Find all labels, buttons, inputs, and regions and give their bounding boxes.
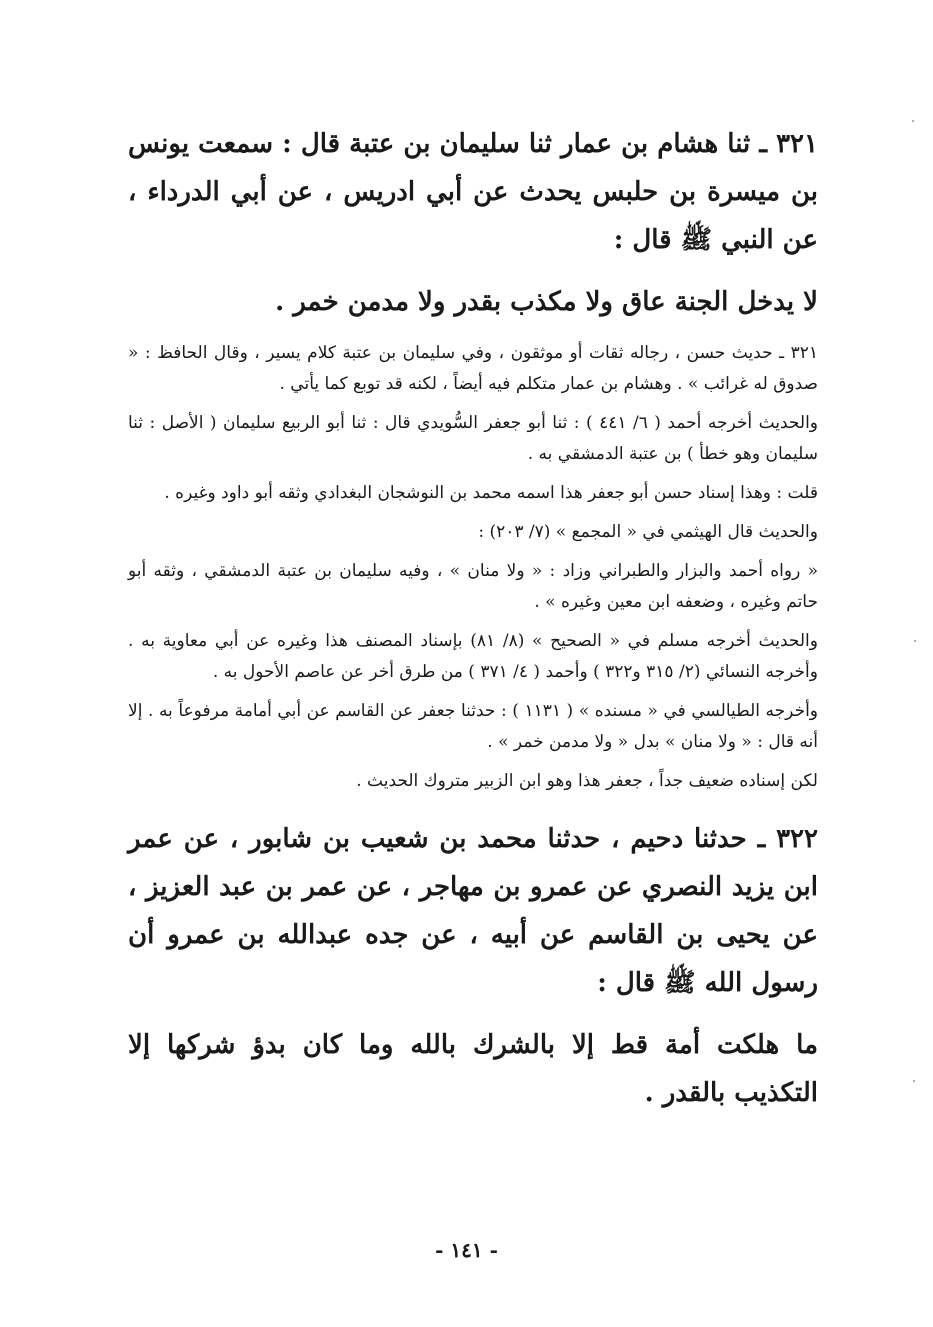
hadith-321-isnad: ٣٢١ ـ ثنا هشام بن عمار ثنا سليمان بن عتبة قال : سمعت يونس بن ميسرة بن حلبس يحدث عن أبي ادريس ، عن أبي الدرداء ، عن النبي ﷺ قال :: [128, 129, 818, 255]
hadith-321-matn: لا يدخل الجنة عاق ولا مكذب بقدر ولا مدمن خمر .: [275, 287, 818, 317]
note-paragraph: وأخرجه الطيالسي في « مسنده » ( ١١٣١ ) : حدثنا جعفر عن القاسم عن أبي أمامة مرفوعاً به . إلا أنه قال : « ولا منان » بدل « ولا مدمن خمر » .: [128, 701, 819, 752]
hadith-322-isnad: ٣٢٢ ـ حدثنا دحيم ، حدثنا محمد بن شعيب بن شابور ، عن عمر ابن يزيد النصري عن عمرو بن مهاجر ، عن عمر بن عبد العزيز ، عن يحيى بن القاسم عن أبيه ، عن جده عبدالله بن عمرو أن رسول الله ﷺ قال :: [128, 824, 818, 998]
hadith-322-matn: ما هلكت أمة قط إلا بالشرك بالله وما كان بدؤ شركها إلا التكذيب بالقدر .: [128, 1030, 818, 1108]
note-paragraph: والحديث قال الهيثمي في « المجمع » (٧/ ٢٠٣) :: [478, 522, 818, 542]
note-paragraph: ٣٢١ ـ حديث حسن ، رجاله ثقات أو موثقون ، وفي سليمان بن عتبة كلام يسير ، وقال الحافظ : « صدوق له غرائب » . وهشام بن عمار متكلم فيه أيضاً ، لكنه قد توبع كما يأتي .: [128, 343, 818, 394]
note-paragraph: والحديث أخرجه مسلم في « الصحيح » (٨/ ٨١) بإسناد المصنف هذا وغيره عن أبي معاوية به . وأخرجه النسائي (٢/ ٣١٥ و٣٢٢ ) وأحمد ( ٤/ ٣٧١ ) من طرق أخر عن عاصم الأحول به .: [128, 631, 818, 682]
note-paragraph: قلت : وهذا إسناد حسن أبو جعفر هذا اسمه محمد بن النوشجان البغدادي وثقه أبو داود وغيره .: [164, 483, 818, 503]
page-body: [128, 120, 818, 1300]
note-paragraph: والحديث أخرجه أحمد ( ٦/ ٤٤١ ) : ثنا أبو جعفر السُّويدي قال : ثنا أبو الربيع سليمان ( الأصل : ثنا سليمان وهو خطأ ) بن عتبة الدمشقي به .: [128, 413, 818, 464]
scan-speck: [914, 640, 916, 642]
scan-speck: [913, 1080, 915, 1082]
page-number: - ١٤١ -: [435, 1238, 498, 1262]
note-paragraph: « رواه أحمد والبزار والطبراني وزاد : « ولا منان » ، وفيه سليمان بن عتبة الدمشقي ، وثقه أبو حاتم وغيره ، وضعفه ابن معين وغيره » .: [128, 561, 818, 612]
commentary-321: [128, 338, 818, 797]
scan-speck: [912, 120, 914, 122]
note-paragraph: لكن إسناده ضعيف جداً ، جعفر هذا وهو ابن الزبير متروك الحديث .: [356, 771, 818, 791]
